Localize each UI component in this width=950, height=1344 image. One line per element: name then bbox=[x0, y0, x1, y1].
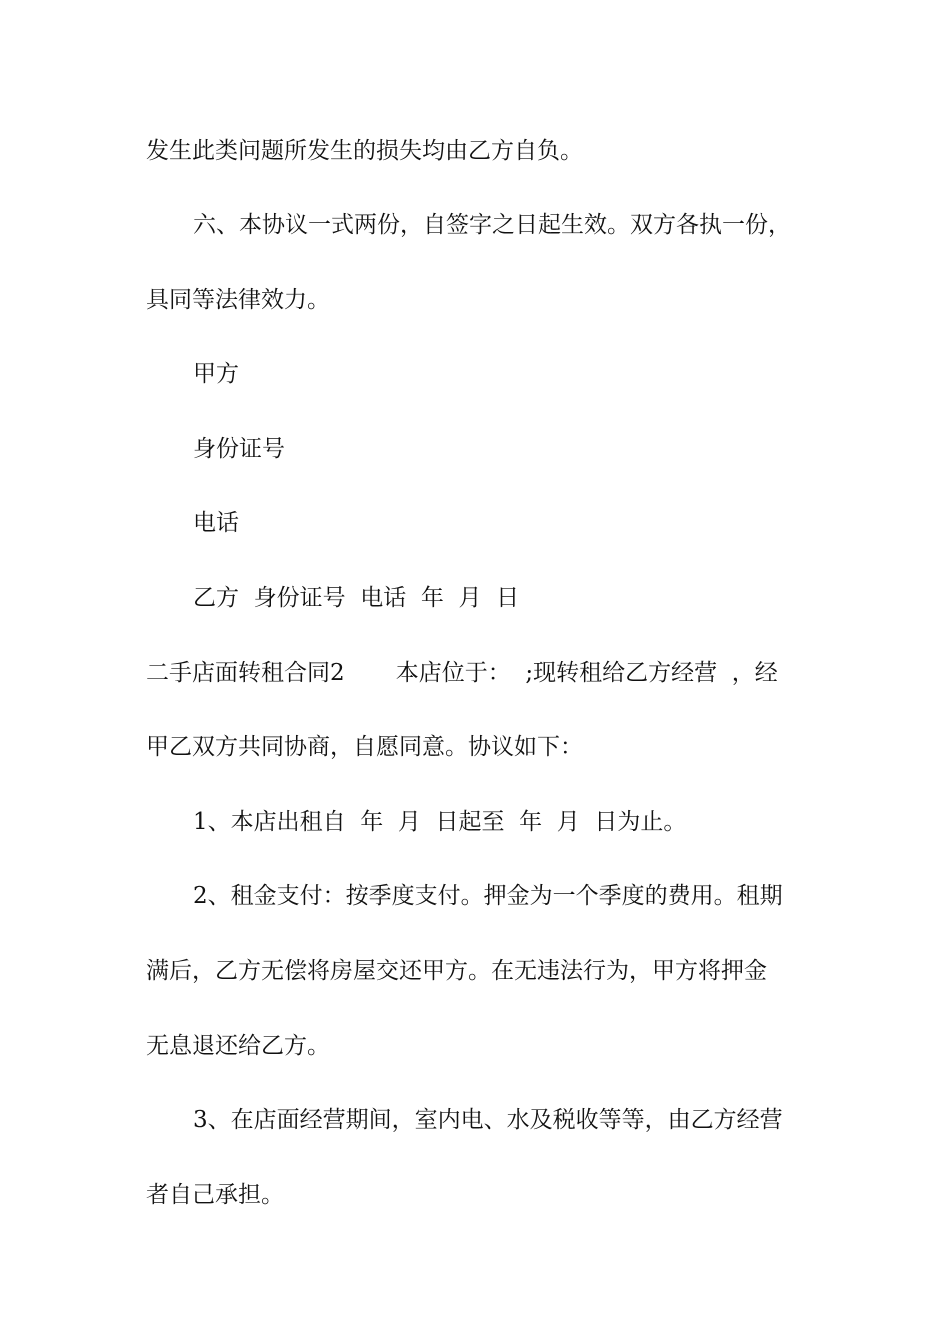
text-line: 电话 bbox=[193, 510, 239, 536]
text-line: 具同等法律效力。 bbox=[146, 287, 330, 313]
text-line: 2、租金支付：按季度支付。押金为一个季度的费用。租期 bbox=[193, 883, 783, 909]
text-line: 者自己承担。 bbox=[146, 1182, 284, 1208]
text-line: 发生此类问题所发生的损失均由乙方自负。 bbox=[146, 138, 583, 164]
text-line: 二手店面转租合同2 本店位于： ;现转租给乙方经营 ，经 bbox=[146, 660, 778, 686]
text-line: 甲方 bbox=[193, 361, 239, 387]
text-line: 无息退还给乙方。 bbox=[146, 1033, 330, 1059]
text-line: 3、在店面经营期间，室内电、水及税收等等，由乙方经营 bbox=[193, 1107, 783, 1133]
text-line: 身份证号 bbox=[193, 436, 285, 462]
text-line: 1、本店出租自 年 月 日起至 年 月 日为止。 bbox=[193, 809, 687, 835]
text-line: 甲乙双方共同协商，自愿同意。协议如下： bbox=[146, 734, 583, 760]
text-line: 满后，乙方无偿将房屋交还甲方。在无违法行为，甲方将押金 bbox=[146, 958, 767, 984]
text-line: 六、本协议一式两份，自签字之日起生效。双方各执一份， bbox=[193, 212, 791, 238]
text-line: 乙方 身份证号 电话 年 月 日 bbox=[193, 585, 520, 611]
